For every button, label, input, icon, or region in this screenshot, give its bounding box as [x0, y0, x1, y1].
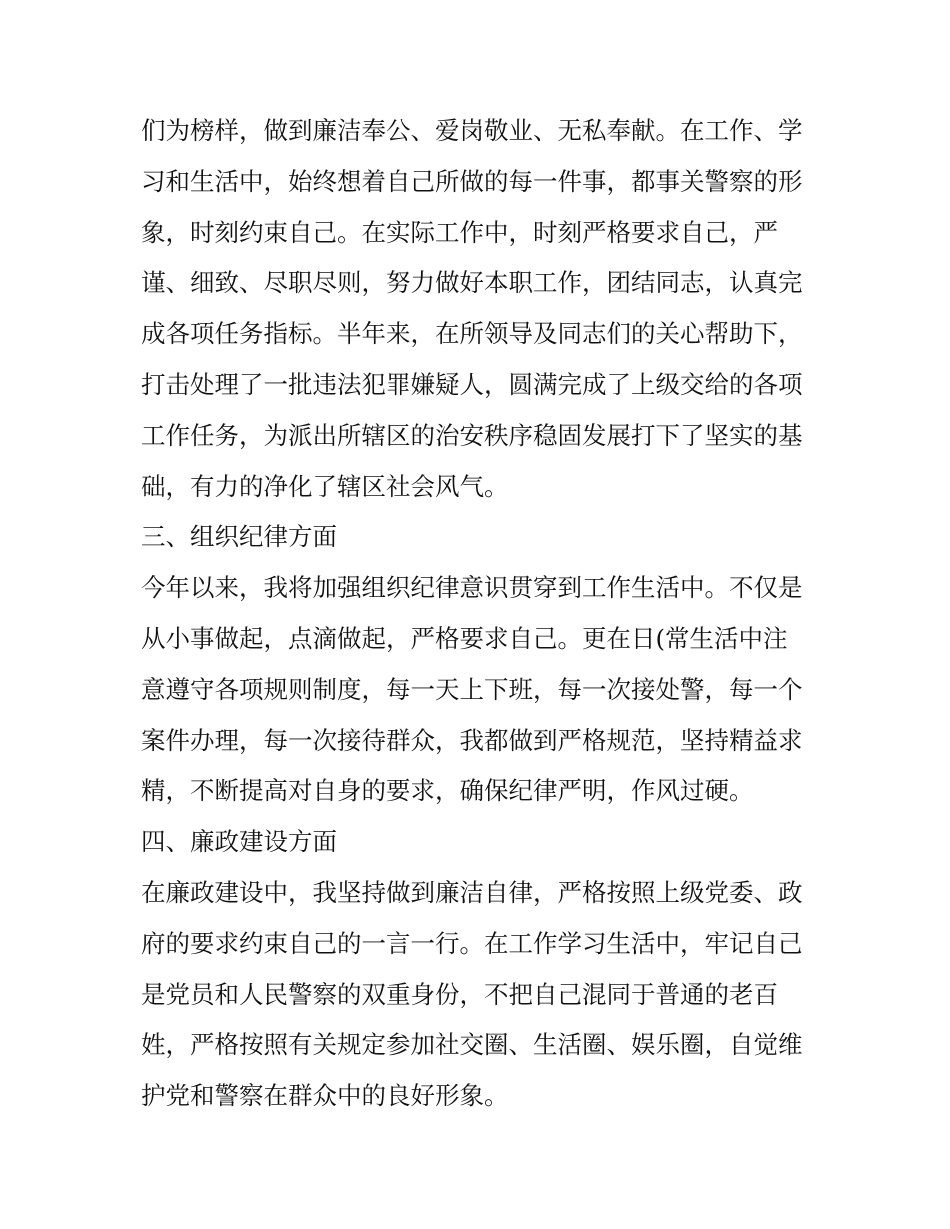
body-line: 今年以来，我将加强组织纪律意识贯穿到工作生活中。不仅是 — [141, 573, 803, 603]
body-line: 意遵守各项规则制度，每一天上下班，每一次接处警，每一个 — [141, 674, 803, 704]
body-line: 谨、细致、尽职尽则，努力做好本职工作，团结同志，认真完 — [141, 268, 803, 298]
body-line: 在廉政建设中，我坚持做到廉洁自律，严格按照上级党委、政 — [141, 877, 803, 907]
body-line: 础，有力的净化了辖区社会风气。 — [141, 471, 509, 501]
section-heading-organization-discipline: 三、组织纪律方面 — [141, 522, 337, 552]
body-line: 们为榜样，做到廉洁奉公、爱岗敬业、无私奉献。在工作、学 — [141, 116, 803, 145]
body-line: 精，不断提高对自身的要求，确保纪律严明，作风过硬。 — [141, 776, 754, 806]
body-line: 是党员和人民警察的双重身份，不把自己混同于普通的老百 — [141, 979, 778, 1009]
body-line: 打击处理了一批违法犯罪嫌疑人，圆满完成了上级交给的各项 — [141, 369, 803, 399]
section-heading-integrity-building: 四、廉政建设方面 — [141, 827, 337, 857]
body-line: 从小事做起，点滴做起，严格要求自己。更在日(常生活中注 — [141, 623, 788, 653]
body-line: 姓，严格按照有关规定参加社交圈、生活圈、娱乐圈，自觉维 — [141, 1030, 803, 1060]
document-body — [141, 106, 821, 1122]
body-line: 府的要求约束自己的一言一行。在工作学习生活中，牢记自己 — [141, 928, 803, 958]
body-line: 工作任务，为派出所辖区的治安秩序稳固发展打下了坚实的基 — [141, 420, 803, 450]
body-line: 成各项任务指标。半年来，在所领导及同志们的关心帮助下， — [141, 319, 803, 349]
body-line: 护党和警察在群众中的良好形象。 — [141, 1081, 509, 1111]
body-line: 习和生活中，始终想着自己所做的每一件事，都事关警察的形 — [141, 166, 803, 196]
body-line: 案件办理，每一次接待群众，我都做到严格规范，坚持精益求 — [141, 725, 803, 755]
body-line: 象，时刻约束自己。在实际工作中，时刻严格要求自己，严 — [141, 217, 778, 247]
